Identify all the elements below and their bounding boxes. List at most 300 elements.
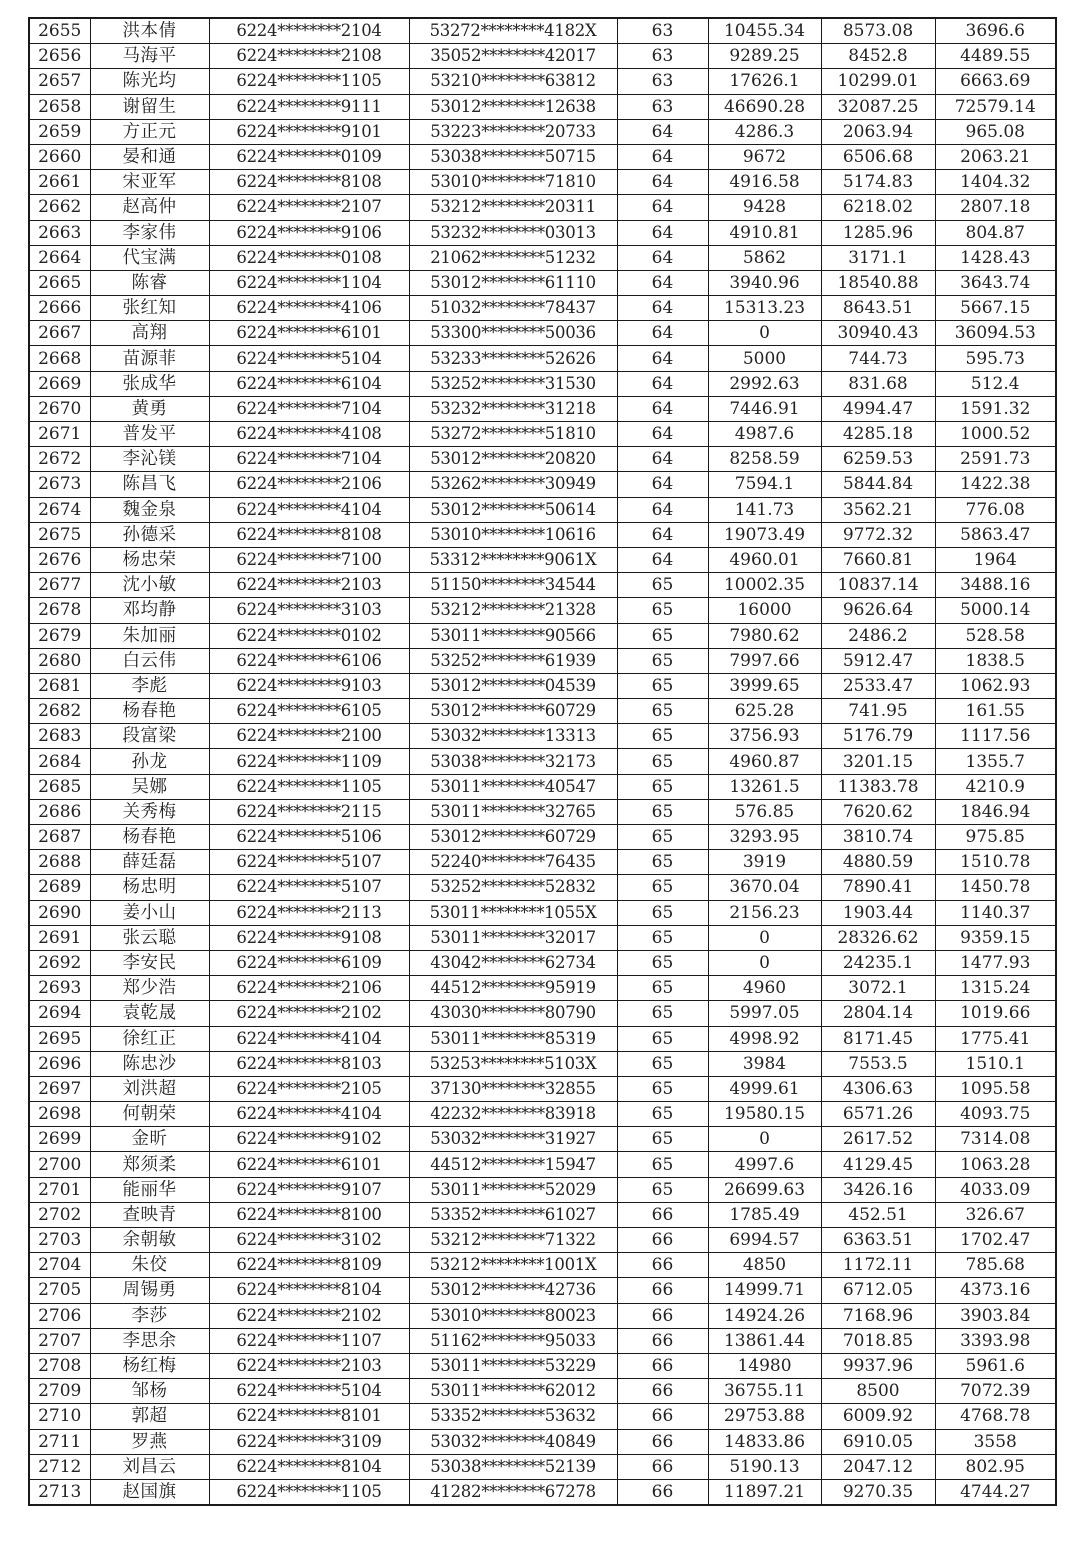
amount-3-cell: 1838.5 [935, 648, 1056, 673]
id-number-cell: 42232********83918 [409, 1102, 617, 1127]
bank-card-cell: 6224********9108 [209, 925, 409, 950]
serial-number-cell: 2694 [29, 1001, 90, 1026]
table-row [29, 724, 1056, 749]
serial-number-cell: 2678 [29, 598, 90, 623]
id-number-cell: 51150********34544 [409, 573, 617, 598]
name-cell: 李安民 [90, 950, 209, 975]
amount-3-cell: 776.08 [935, 497, 1056, 522]
amount-1-cell: 8258.59 [708, 447, 821, 472]
bank-card-cell: 6224********1105 [209, 774, 409, 799]
bank-card-cell: 6224********1109 [209, 749, 409, 774]
amount-2-cell: 7018.85 [821, 1328, 935, 1353]
bank-card-cell: 6224********8104 [209, 1454, 409, 1479]
bank-card-cell: 6224********8108 [209, 170, 409, 195]
bank-card-cell: 6224********5104 [209, 1379, 409, 1404]
amount-3-cell: 9359.15 [935, 925, 1056, 950]
age-cell: 64 [617, 447, 708, 472]
table-row [29, 699, 1056, 724]
table-row [29, 447, 1056, 472]
table-row [29, 1102, 1056, 1127]
bank-card-cell: 6224********5107 [209, 875, 409, 900]
amount-2-cell: 2486.2 [821, 623, 935, 648]
id-number-cell: 53032********31927 [409, 1127, 617, 1152]
amount-2-cell: 3562.21 [821, 497, 935, 522]
amount-1-cell: 3293.95 [708, 825, 821, 850]
table-row [29, 296, 1056, 321]
age-cell: 65 [617, 925, 708, 950]
age-cell: 65 [617, 774, 708, 799]
age-cell: 65 [617, 648, 708, 673]
bank-card-cell: 6224********2103 [209, 1353, 409, 1378]
table-row [29, 1379, 1056, 1404]
amount-1-cell: 2156.23 [708, 900, 821, 925]
name-cell: 马海平 [90, 44, 209, 69]
amount-1-cell: 0 [708, 925, 821, 950]
amount-3-cell: 1140.37 [935, 900, 1056, 925]
amount-3-cell: 1591.32 [935, 396, 1056, 421]
serial-number-cell: 2674 [29, 497, 90, 522]
name-cell: 杨忠荣 [90, 547, 209, 572]
amount-2-cell: 3171.1 [821, 245, 935, 270]
amount-2-cell: 9937.96 [821, 1353, 935, 1378]
amount-3-cell: 3903.84 [935, 1303, 1056, 1328]
age-cell: 65 [617, 799, 708, 824]
serial-number-cell: 2685 [29, 774, 90, 799]
name-cell: 苗源菲 [90, 346, 209, 371]
amount-2-cell: 8171.45 [821, 1026, 935, 1051]
amount-2-cell: 3201.15 [821, 749, 935, 774]
amount-1-cell: 7594.1 [708, 472, 821, 497]
amount-3-cell: 5000.14 [935, 598, 1056, 623]
name-cell: 高翔 [90, 321, 209, 346]
serial-number-cell: 2686 [29, 799, 90, 824]
age-cell: 65 [617, 976, 708, 1001]
bank-card-cell: 6224********2115 [209, 799, 409, 824]
age-cell: 64 [617, 296, 708, 321]
name-cell: 吴娜 [90, 774, 209, 799]
serial-number-cell: 2689 [29, 875, 90, 900]
name-cell: 陈忠沙 [90, 1051, 209, 1076]
age-cell: 63 [617, 44, 708, 69]
bank-card-cell: 6224********0108 [209, 245, 409, 270]
name-cell: 徐红正 [90, 1026, 209, 1051]
amount-1-cell: 4916.58 [708, 170, 821, 195]
table-row [29, 170, 1056, 195]
amount-2-cell: 6571.26 [821, 1102, 935, 1127]
serial-number-cell: 2697 [29, 1076, 90, 1101]
amount-1-cell: 16000 [708, 598, 821, 623]
id-number-cell: 44512********15947 [409, 1152, 617, 1177]
name-cell: 李家伟 [90, 220, 209, 245]
amount-1-cell: 4960 [708, 976, 821, 1001]
bank-card-cell: 6224********8108 [209, 522, 409, 547]
amount-2-cell: 2047.12 [821, 1454, 935, 1479]
id-number-cell: 35052********42017 [409, 44, 617, 69]
amount-1-cell: 4998.92 [708, 1026, 821, 1051]
amount-1-cell: 17626.1 [708, 69, 821, 94]
amount-2-cell: 1903.44 [821, 900, 935, 925]
bank-card-cell: 6224********6104 [209, 371, 409, 396]
age-cell: 64 [617, 522, 708, 547]
amount-2-cell: 6259.53 [821, 447, 935, 472]
serial-number-cell: 2681 [29, 673, 90, 698]
bank-card-cell: 6224********6106 [209, 648, 409, 673]
id-number-cell: 53032********13313 [409, 724, 617, 749]
id-number-cell: 43042********62734 [409, 950, 617, 975]
amount-1-cell: 1785.49 [708, 1202, 821, 1227]
serial-number-cell: 2660 [29, 144, 90, 169]
amount-2-cell: 2533.47 [821, 673, 935, 698]
id-number-cell: 53011********32765 [409, 799, 617, 824]
serial-number-cell: 2677 [29, 573, 90, 598]
age-cell: 64 [617, 220, 708, 245]
name-cell: 姜小山 [90, 900, 209, 925]
serial-number-cell: 2657 [29, 69, 90, 94]
amount-2-cell: 452.51 [821, 1202, 935, 1227]
serial-number-cell: 2705 [29, 1278, 90, 1303]
id-number-cell: 53352********53632 [409, 1404, 617, 1429]
age-cell: 66 [617, 1278, 708, 1303]
serial-number-cell: 2679 [29, 623, 90, 648]
id-number-cell: 53012********60729 [409, 699, 617, 724]
amount-3-cell: 1450.78 [935, 875, 1056, 900]
age-cell: 65 [617, 1127, 708, 1152]
table-row [29, 245, 1056, 270]
amount-1-cell: 5862 [708, 245, 821, 270]
age-cell: 65 [617, 598, 708, 623]
amount-3-cell: 1422.38 [935, 472, 1056, 497]
serial-number-cell: 2712 [29, 1454, 90, 1479]
name-cell: 方正元 [90, 119, 209, 144]
age-cell: 66 [617, 1353, 708, 1378]
name-cell: 赵高仲 [90, 195, 209, 220]
amount-2-cell: 4285.18 [821, 422, 935, 447]
bank-card-cell: 6224********1104 [209, 270, 409, 295]
amount-1-cell: 19073.49 [708, 522, 821, 547]
id-number-cell: 53012********20820 [409, 447, 617, 472]
id-number-cell: 53011********62012 [409, 1379, 617, 1404]
name-cell: 白云伟 [90, 648, 209, 673]
amount-3-cell: 965.08 [935, 119, 1056, 144]
serial-number-cell: 2702 [29, 1202, 90, 1227]
serial-number-cell: 2704 [29, 1253, 90, 1278]
id-number-cell: 51032********78437 [409, 296, 617, 321]
name-cell: 朱加丽 [90, 623, 209, 648]
amount-3-cell: 1404.32 [935, 170, 1056, 195]
serial-number-cell: 2672 [29, 447, 90, 472]
table-row [29, 44, 1056, 69]
amount-3-cell: 1117.56 [935, 724, 1056, 749]
amount-2-cell: 3072.1 [821, 976, 935, 1001]
amount-1-cell: 0 [708, 950, 821, 975]
serial-number-cell: 2683 [29, 724, 90, 749]
age-cell: 63 [617, 69, 708, 94]
table-row [29, 270, 1056, 295]
amount-1-cell: 7980.62 [708, 623, 821, 648]
amount-1-cell: 36755.11 [708, 1379, 821, 1404]
id-number-cell: 53232********03013 [409, 220, 617, 245]
amount-3-cell: 2063.21 [935, 144, 1056, 169]
amount-3-cell: 1355.7 [935, 749, 1056, 774]
table-row [29, 547, 1056, 572]
serial-number-cell: 2701 [29, 1177, 90, 1202]
id-number-cell: 53032********40849 [409, 1429, 617, 1454]
name-cell: 郑须柔 [90, 1152, 209, 1177]
table-row [29, 825, 1056, 850]
serial-number-cell: 2665 [29, 270, 90, 295]
id-number-cell: 53011********40547 [409, 774, 617, 799]
amount-3-cell: 1846.94 [935, 799, 1056, 824]
age-cell: 65 [617, 1177, 708, 1202]
table-row [29, 346, 1056, 371]
amount-1-cell: 576.85 [708, 799, 821, 824]
amount-3-cell: 2807.18 [935, 195, 1056, 220]
amount-1-cell: 5190.13 [708, 1454, 821, 1479]
id-number-cell: 53212********20311 [409, 195, 617, 220]
amount-1-cell: 9289.25 [708, 44, 821, 69]
name-cell: 李沁镁 [90, 447, 209, 472]
table-row [29, 321, 1056, 346]
bank-card-cell: 6224********4104 [209, 1026, 409, 1051]
amount-3-cell: 2591.73 [935, 447, 1056, 472]
id-number-cell: 53252********52832 [409, 875, 617, 900]
table-row [29, 598, 1056, 623]
amount-3-cell: 1702.47 [935, 1228, 1056, 1253]
id-number-cell: 53232********31218 [409, 396, 617, 421]
id-number-cell: 44512********95919 [409, 976, 617, 1001]
amount-2-cell: 7553.5 [821, 1051, 935, 1076]
amount-3-cell: 4093.75 [935, 1102, 1056, 1127]
amount-2-cell: 4306.63 [821, 1076, 935, 1101]
amount-3-cell: 4768.78 [935, 1404, 1056, 1429]
table-row [29, 69, 1056, 94]
bank-card-cell: 6224********8101 [209, 1404, 409, 1429]
table-row [29, 1353, 1056, 1378]
age-cell: 64 [617, 119, 708, 144]
age-cell: 65 [617, 749, 708, 774]
age-cell: 66 [617, 1454, 708, 1479]
serial-number-cell: 2709 [29, 1379, 90, 1404]
age-cell: 64 [617, 321, 708, 346]
amount-3-cell: 72579.14 [935, 94, 1056, 119]
bank-card-cell: 6224********0102 [209, 623, 409, 648]
serial-number-cell: 2711 [29, 1429, 90, 1454]
bank-card-cell: 6224********5106 [209, 825, 409, 850]
id-number-cell: 53012********60729 [409, 825, 617, 850]
table-row [29, 195, 1056, 220]
amount-2-cell: 5844.84 [821, 472, 935, 497]
amount-3-cell: 5961.6 [935, 1353, 1056, 1378]
serial-number-cell: 2706 [29, 1303, 90, 1328]
id-number-cell: 53038********50715 [409, 144, 617, 169]
amount-1-cell: 7446.91 [708, 396, 821, 421]
name-cell: 孙龙 [90, 749, 209, 774]
serial-number-cell: 2688 [29, 850, 90, 875]
name-cell: 邓均静 [90, 598, 209, 623]
table-row [29, 1202, 1056, 1227]
amount-1-cell: 0 [708, 1127, 821, 1152]
amount-3-cell: 36094.53 [935, 321, 1056, 346]
serial-number-cell: 2710 [29, 1404, 90, 1429]
bank-card-cell: 6224********2103 [209, 573, 409, 598]
amount-2-cell: 8643.51 [821, 296, 935, 321]
serial-number-cell: 2693 [29, 976, 90, 1001]
bank-card-cell: 6224********2100 [209, 724, 409, 749]
amount-1-cell: 4960.01 [708, 547, 821, 572]
bank-card-cell: 6224********7100 [209, 547, 409, 572]
bank-card-cell: 6224********6101 [209, 1152, 409, 1177]
records-table [28, 17, 1057, 1506]
name-cell: 刘洪超 [90, 1076, 209, 1101]
serial-number-cell: 2659 [29, 119, 90, 144]
age-cell: 65 [617, 1102, 708, 1127]
serial-number-cell: 2669 [29, 371, 90, 396]
amount-1-cell: 10002.35 [708, 573, 821, 598]
bank-card-cell: 6224********6109 [209, 950, 409, 975]
table-row [29, 673, 1056, 698]
amount-3-cell: 7314.08 [935, 1127, 1056, 1152]
serial-number-cell: 2713 [29, 1479, 90, 1505]
age-cell: 66 [617, 1404, 708, 1429]
table-row [29, 1404, 1056, 1429]
name-cell: 余朝敏 [90, 1228, 209, 1253]
id-number-cell: 53011********53229 [409, 1353, 617, 1378]
amount-2-cell: 3810.74 [821, 825, 935, 850]
bank-card-cell: 6224********4106 [209, 296, 409, 321]
id-number-cell: 53010********10616 [409, 522, 617, 547]
age-cell: 64 [617, 371, 708, 396]
age-cell: 64 [617, 472, 708, 497]
name-cell: 张成华 [90, 371, 209, 396]
bank-card-cell: 6224********4104 [209, 1102, 409, 1127]
age-cell: 65 [617, 1152, 708, 1177]
serial-number-cell: 2692 [29, 950, 90, 975]
bank-card-cell: 6224********2108 [209, 44, 409, 69]
amount-2-cell: 7890.41 [821, 875, 935, 900]
table-row [29, 472, 1056, 497]
bank-card-cell: 6224********3103 [209, 598, 409, 623]
name-cell: 李思余 [90, 1328, 209, 1353]
amount-2-cell: 2063.94 [821, 119, 935, 144]
amount-3-cell: 1019.66 [935, 1001, 1056, 1026]
amount-3-cell: 1428.43 [935, 245, 1056, 270]
bank-card-cell: 6224********2102 [209, 1303, 409, 1328]
table-row [29, 1454, 1056, 1479]
amount-2-cell: 9772.32 [821, 522, 935, 547]
serial-number-cell: 2675 [29, 522, 90, 547]
table-row [29, 1479, 1056, 1505]
amount-2-cell: 5912.47 [821, 648, 935, 673]
serial-number-cell: 2682 [29, 699, 90, 724]
amount-2-cell: 2617.52 [821, 1127, 935, 1152]
amount-2-cell: 6218.02 [821, 195, 935, 220]
table-row [29, 1177, 1056, 1202]
amount-1-cell: 6994.57 [708, 1228, 821, 1253]
table-row [29, 850, 1056, 875]
id-number-cell: 53212********21328 [409, 598, 617, 623]
id-number-cell: 53300********50036 [409, 321, 617, 346]
amount-2-cell: 9626.64 [821, 598, 935, 623]
table-row [29, 1278, 1056, 1303]
amount-3-cell: 7072.39 [935, 1379, 1056, 1404]
serial-number-cell: 2670 [29, 396, 90, 421]
name-cell: 普发平 [90, 422, 209, 447]
age-cell: 63 [617, 94, 708, 119]
table-row [29, 422, 1056, 447]
table-row [29, 18, 1056, 44]
name-cell: 赵国旗 [90, 1479, 209, 1505]
serial-number-cell: 2655 [29, 18, 90, 44]
table-row [29, 371, 1056, 396]
table-row [29, 1328, 1056, 1353]
age-cell: 65 [617, 825, 708, 850]
amount-3-cell: 6663.69 [935, 69, 1056, 94]
id-number-cell: 53223********20733 [409, 119, 617, 144]
name-cell: 能丽华 [90, 1177, 209, 1202]
table-row [29, 144, 1056, 169]
amount-3-cell: 3643.74 [935, 270, 1056, 295]
name-cell: 周锡勇 [90, 1278, 209, 1303]
name-cell: 袁乾晟 [90, 1001, 209, 1026]
amount-1-cell: 3756.93 [708, 724, 821, 749]
amount-1-cell: 14833.86 [708, 1429, 821, 1454]
name-cell: 关秀梅 [90, 799, 209, 824]
amount-3-cell: 3696.6 [935, 18, 1056, 44]
amount-2-cell: 7660.81 [821, 547, 935, 572]
amount-1-cell: 14999.71 [708, 1278, 821, 1303]
id-number-cell: 53352********61027 [409, 1202, 617, 1227]
id-number-cell: 53011********32017 [409, 925, 617, 950]
amount-1-cell: 141.73 [708, 497, 821, 522]
amount-2-cell: 1285.96 [821, 220, 935, 245]
amount-2-cell: 30940.43 [821, 321, 935, 346]
serial-number-cell: 2708 [29, 1353, 90, 1378]
amount-3-cell: 4210.9 [935, 774, 1056, 799]
age-cell: 65 [617, 673, 708, 698]
amount-2-cell: 6009.92 [821, 1404, 935, 1429]
id-number-cell: 53312********9061X [409, 547, 617, 572]
serial-number-cell: 2707 [29, 1328, 90, 1353]
age-cell: 66 [617, 1429, 708, 1454]
amount-3-cell: 1510.78 [935, 850, 1056, 875]
age-cell: 65 [617, 950, 708, 975]
name-cell: 陈昌飞 [90, 472, 209, 497]
amount-1-cell: 4997.6 [708, 1152, 821, 1177]
name-cell: 邹杨 [90, 1379, 209, 1404]
bank-card-cell: 6224********6101 [209, 321, 409, 346]
amount-2-cell: 5174.83 [821, 170, 935, 195]
amount-1-cell: 11897.21 [708, 1479, 821, 1505]
bank-card-cell: 6224********7104 [209, 447, 409, 472]
amount-3-cell: 4033.09 [935, 1177, 1056, 1202]
id-number-cell: 53011********85319 [409, 1026, 617, 1051]
name-cell: 张云聪 [90, 925, 209, 950]
bank-card-cell: 6224********3102 [209, 1228, 409, 1253]
id-number-cell: 53262********30949 [409, 472, 617, 497]
amount-1-cell: 0 [708, 321, 821, 346]
amount-1-cell: 26699.63 [708, 1177, 821, 1202]
age-cell: 65 [617, 1026, 708, 1051]
name-cell: 陈睿 [90, 270, 209, 295]
age-cell: 63 [617, 18, 708, 44]
bank-card-cell: 6224********8100 [209, 1202, 409, 1227]
amount-1-cell: 2992.63 [708, 371, 821, 396]
age-cell: 66 [617, 1379, 708, 1404]
age-cell: 65 [617, 724, 708, 749]
id-number-cell: 53212********71322 [409, 1228, 617, 1253]
amount-1-cell: 4999.61 [708, 1076, 821, 1101]
table-row [29, 497, 1056, 522]
